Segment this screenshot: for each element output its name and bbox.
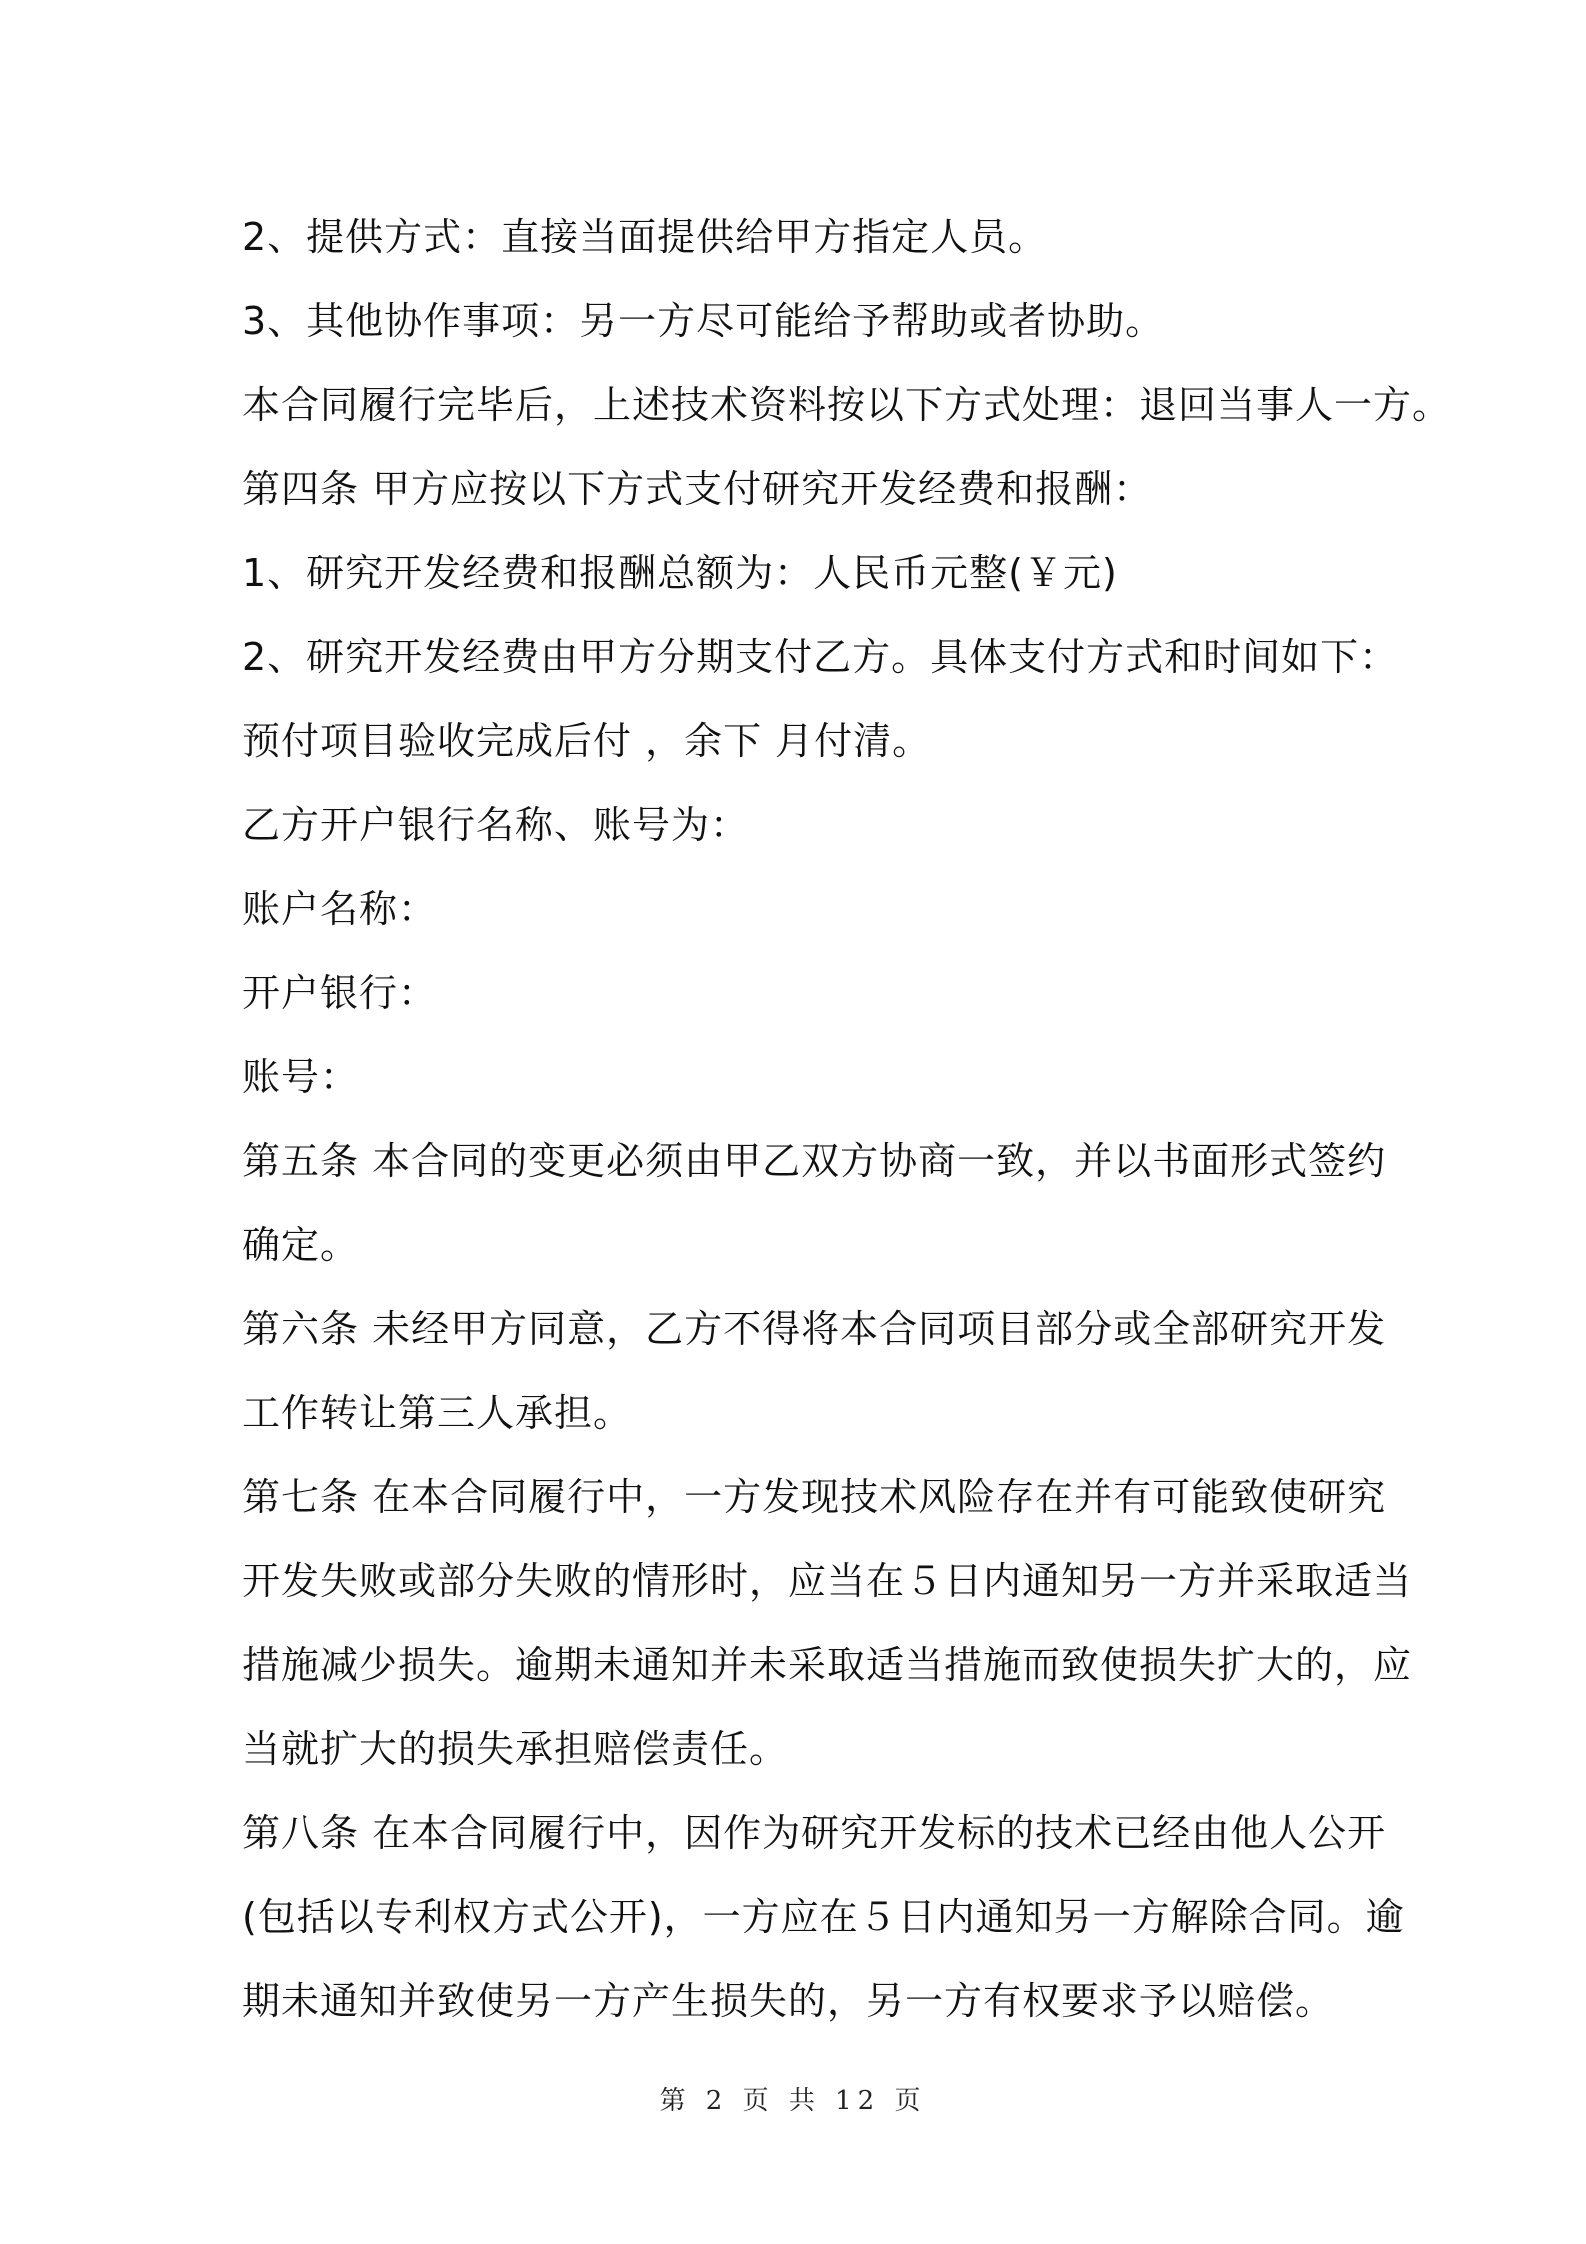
text-line: 开户银行：	[242, 971, 438, 1015]
text-line: 开发失败或部分失败的情形时，应当在５日内通知另一方并采取适当	[242, 1559, 1413, 1603]
text-line: 1、研究开发经费和报酬总额为：人民币元整(￥元)	[242, 551, 1118, 595]
text-line: 工作转让第三人承担。	[242, 1391, 633, 1435]
text-line: 账号：	[242, 1055, 360, 1099]
text-line: (包括以专利权方式公开)，一方应在５日内通知另一方解除合同。逾	[242, 1895, 1405, 1939]
text-line: 第四条 甲方应按以下方式支付研究开发经费和报酬：	[242, 467, 1153, 511]
text-line: 期未通知并致使另一方产生损失的，另一方有权要求予以赔偿。	[242, 1979, 1335, 2023]
contract-body	[242, 195, 1452, 2043]
text-line: 第五条 本合同的变更必须由甲乙双方协商一致，并以书面形式签约	[242, 1139, 1387, 1183]
text-line: 确定。	[242, 1223, 360, 1267]
text-line: 第六条 未经甲方同意，乙方不得将本合同项目部分或全部研究开发	[242, 1307, 1387, 1351]
text-line: 2、研究开发经费由甲方分期支付乙方。具体支付方式和时间如下：	[242, 635, 1399, 679]
text-line: 第七条 在本合同履行中，一方发现技术风险存在并有可能致使研究	[242, 1475, 1387, 1519]
text-line: 2、提供方式：直接当面提供给甲方指定人员。	[242, 215, 1048, 259]
text-line: 第八条 在本合同履行中，因作为研究开发标的技术已经由他人公开	[242, 1811, 1387, 1855]
text-line: 预付项目验收完成后付 ，余下 月付清。	[242, 719, 932, 763]
text-line: 当就扩大的损失承担赔偿责任。	[242, 1727, 789, 1771]
text-line: 本合同履行完毕后，上述技术资料按以下方式处理：退回当事人一方。	[242, 383, 1452, 427]
text-line: 乙方开户银行名称、账号为：	[242, 803, 750, 847]
text-line: 措施减少损失。逾期未通知并未采取适当措施而致使损失扩大的，应	[242, 1643, 1413, 1687]
page-number-footer: 第 2 页 共 12 页	[659, 2086, 927, 2116]
text-line: 3、其他协作事项：另一方尽可能给予帮助或者协助。	[242, 299, 1165, 343]
text-line: 账户名称：	[242, 887, 438, 931]
